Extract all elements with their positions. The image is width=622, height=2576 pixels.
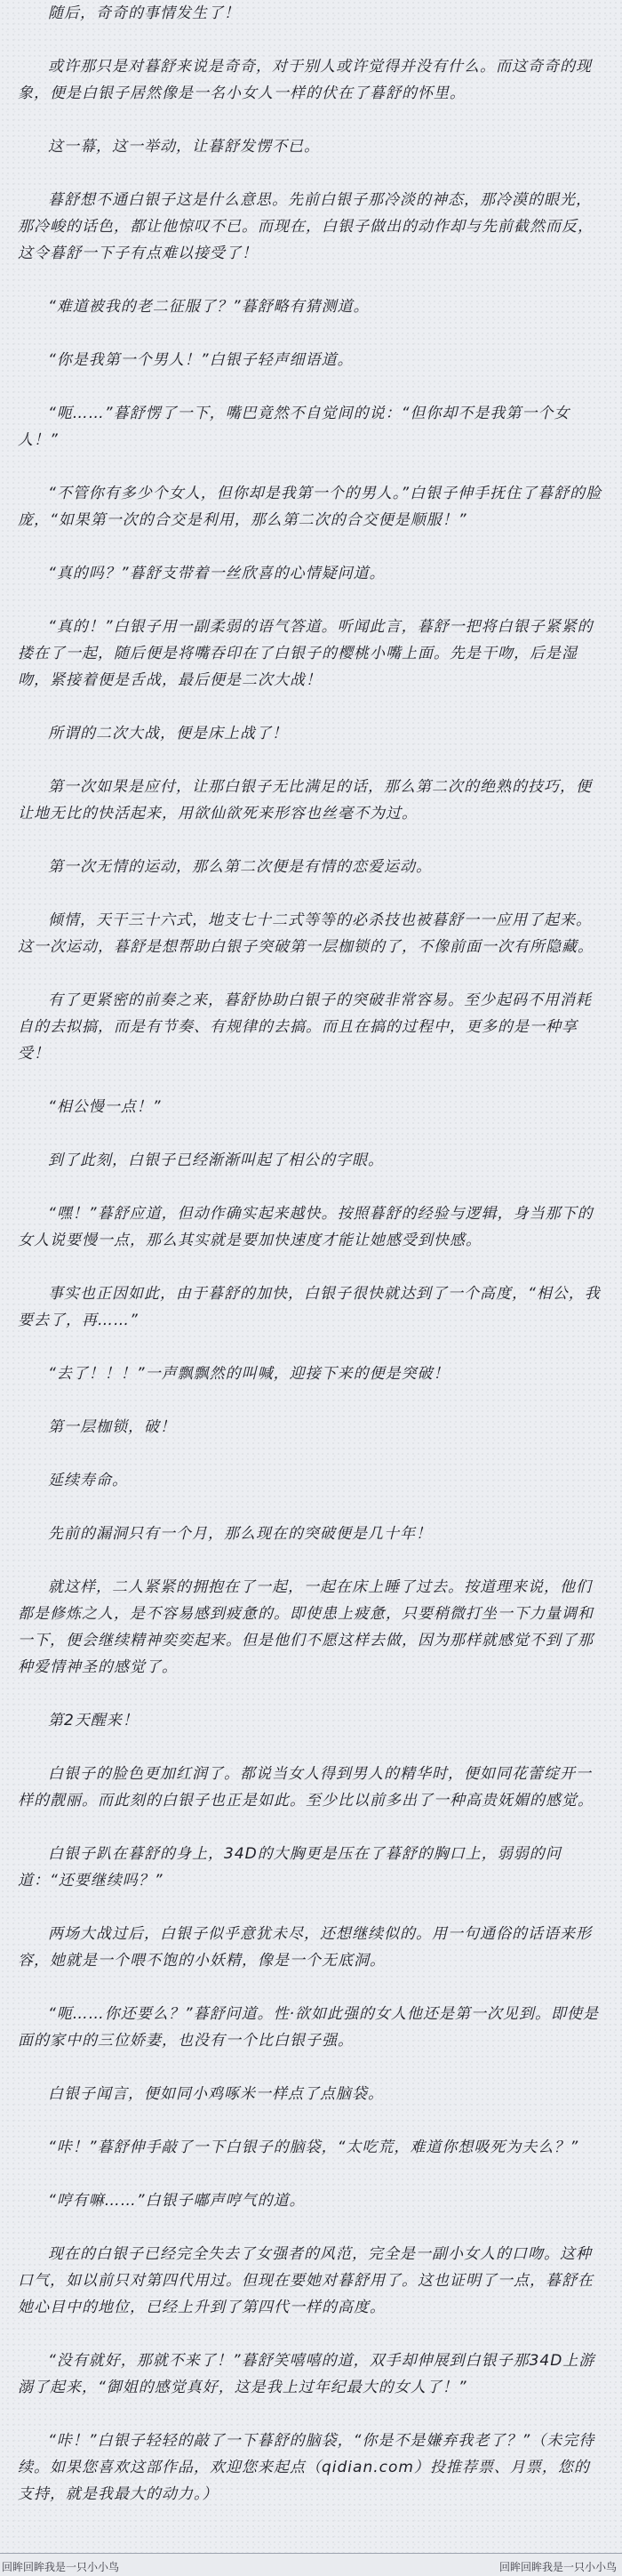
paragraph: 就这样，二人紧紧的拥抱在了一起，一起在床上睡了过去。按道理来说，他们都是修炼之人，是不容易感到疲惫的。即使患上疲惫，只要稍微打坐一下力量调和一下，便会继续精神奕奕起来。但是他们不愿这样去做，因为那样就感觉不到了那种爱情神圣的感觉了。 [18,1578,594,1676]
paragraph: “去了！！！”一声飘飘然的叫喊，迎接下来的便是突破！ [48,1365,450,1383]
paragraph: “嘿！”暮舒应道，但动作确实起来越快。按照暮舒的经验与逻辑，身当那下的女人说要慢一点，那么其实就是要加快速度才能让她感受到快感。 [18,1205,594,1249]
paragraph: 两场大战过后，白银子似乎意犹未尽，还想继续似的。用一句通俗的话语来形容，她就是一个喂不饱的小妖精，像是一个无底洞。 [18,1925,592,1970]
watermark-right: 回眸回眸我是一只小小鸟 [498,2561,617,2573]
paragraph: 有了更紧密的前奏之来，暮舒协助白银子的突破非常容易。至少起码不用消耗自的去拟搞，而是有节奏、有规律的去搞。而且在搞的过程中，更多的是一种享受！ [18,991,592,1063]
paragraph: “你是我第一个男人！”白银子轻声细语道。 [48,351,354,369]
paragraph: 现在的白银子已经完全失去了女强者的风范，完全是一副小女人的口吻。这种口气，如以前只对第四代用过。但现在要她对暮舒用了。这也证明了一点，暮舒在她心目中的地位，已经上升到了第四代一样的高度。 [18,2245,594,2316]
footer-bar [0,2553,622,2576]
paragraph: “不管你有多少个女人，但你却是我第一个的男人。”白银子伸手抚住了暮舒的脸庞，“如果第一次的合交是利用，那么第二次的合交便是顺服！” [18,485,602,529]
paragraph: 白银子的脸色更加红润了。都说当女人得到男人的精华时，便如同花蕾绽开一样的靓丽。而此刻的白银子也正是如此。至少比以前多出了一种高贵妩媚的感觉。 [18,1765,594,1810]
paragraph: “哼有嘛……”白银子嘟声哼气的道。 [48,2192,306,2210]
paragraph: 或许那只是对暮舒来说是奇奇，对于别人或许觉得并没有什么。而这奇奇的现象，便是白银子居然像是一名小女人一样的伏在了暮舒的怀里。 [18,58,592,102]
paragraph: “难道被我的老二征服了？”暮舒略有猜测道。 [48,298,370,316]
paragraph: 事实也正因如此，由于暮舒的加快，白银子很快就达到了一个高度，“相公，我要去了，再……” [18,1285,601,1329]
paragraph: “真的吗？”暮舒支带着一丝欣喜的心情疑问道。 [48,565,386,582]
paragraph: 这一幕，这一举动，让暮舒发愣不已。 [48,138,320,156]
paragraph: 第一次如果是应付，让那白银子无比满足的话，那么第二次的绝熟的技巧，便让地无比的快活起来，用欲仙欲死来形容也丝毫不为过。 [18,778,592,823]
paragraph: “没有就好，那就不来了！”暮舒笑嘻嘻的道，双手却伸展到白银子那34D上游溺了起来，“御姐的感觉真好，这是我上过年纪最大的女人了！” [18,2352,595,2396]
paragraph: 白银子趴在暮舒的身上，34D的大胸更是压在了暮舒的胸口上，弱弱的问道：“还要继续吗？” [18,1845,562,1890]
paragraph: 白银子闻言，便如同小鸡啄米一样点了点脑袋。 [48,2085,384,2103]
paragraph: 第一次无情的运动，那么第二次便是有情的恋爱运动。 [48,858,432,876]
paragraph: 第一层枷锁，破！ [48,1418,176,1436]
paragraph: 倾情，天干三十六式，地支七十二式等等的必杀技也被暮舒一一应用了起来。这一次运动，暮舒是想帮助白银子突破第一层枷锁的了，不像前面一次有所隐藏。 [18,911,594,956]
paragraph: 随后，奇奇的事情发生了！ [48,4,240,22]
paragraph: 先前的漏洞只有一个月，那么现在的突破便是几十年！ [48,1525,432,1543]
paragraph: “真的！”白银子用一副柔弱的语气答道。听闻此言，暮舒一把将白银子紧紧的搂在了一起，随后便是将嘴吞印在了白银子的樱桃小嘴上面。先是干吻，后是湿吻，紧接着便是舌战，最后便是二次大战！ [18,618,594,689]
paragraph: “呃……”暮舒愣了一下，嘴巴竟然不自觉间的说：“但你却不是我第一个女人！” [18,405,570,449]
paragraph: “咔！”白银子轻轻的敲了一下暮舒的脑袋，“你是不是嫌弃我老了？”（未完待续。如果您喜欢这部作品，欢迎您来起点（qidian.com）投推荐票、月票，您的支持，就是我最大的动力。） [18,2432,595,2503]
paragraph: 第2天醒来！ [48,1712,139,1729]
paragraph: 到了此刻，白银子已经渐渐叫起了相公的字眼。 [48,1152,384,1169]
watermark-left: 回眸回眸我是一只小小鸟 [2,2561,120,2573]
paragraph: “呃……你还要么？”暮舒问道。性·欲如此强的女人他还是第一次见到。即使是面的家中的三位娇妻，也没有一个比白银子强。 [18,2005,600,2050]
paragraph: 延续寿命。 [48,1472,128,1489]
paragraph: “相公慢一点！” [48,1098,162,1116]
paragraph: 所谓的二次大战，便是床上战了！ [48,725,288,742]
paragraph: “咔！”暮舒伸手敲了一下白银子的脑袋，“太吃荒，难道你想吸死为夫么？” [48,2139,579,2156]
paragraph: 暮舒想不通白银子这是什么意思。先前白银子那冷淡的神态，那冷漠的眼光，那冷峻的话色，都让他惊叹不已。而现在，白银子做出的动作却与先前截然而反，这令暮舒一下子有点难以接受了！ [18,191,594,262]
